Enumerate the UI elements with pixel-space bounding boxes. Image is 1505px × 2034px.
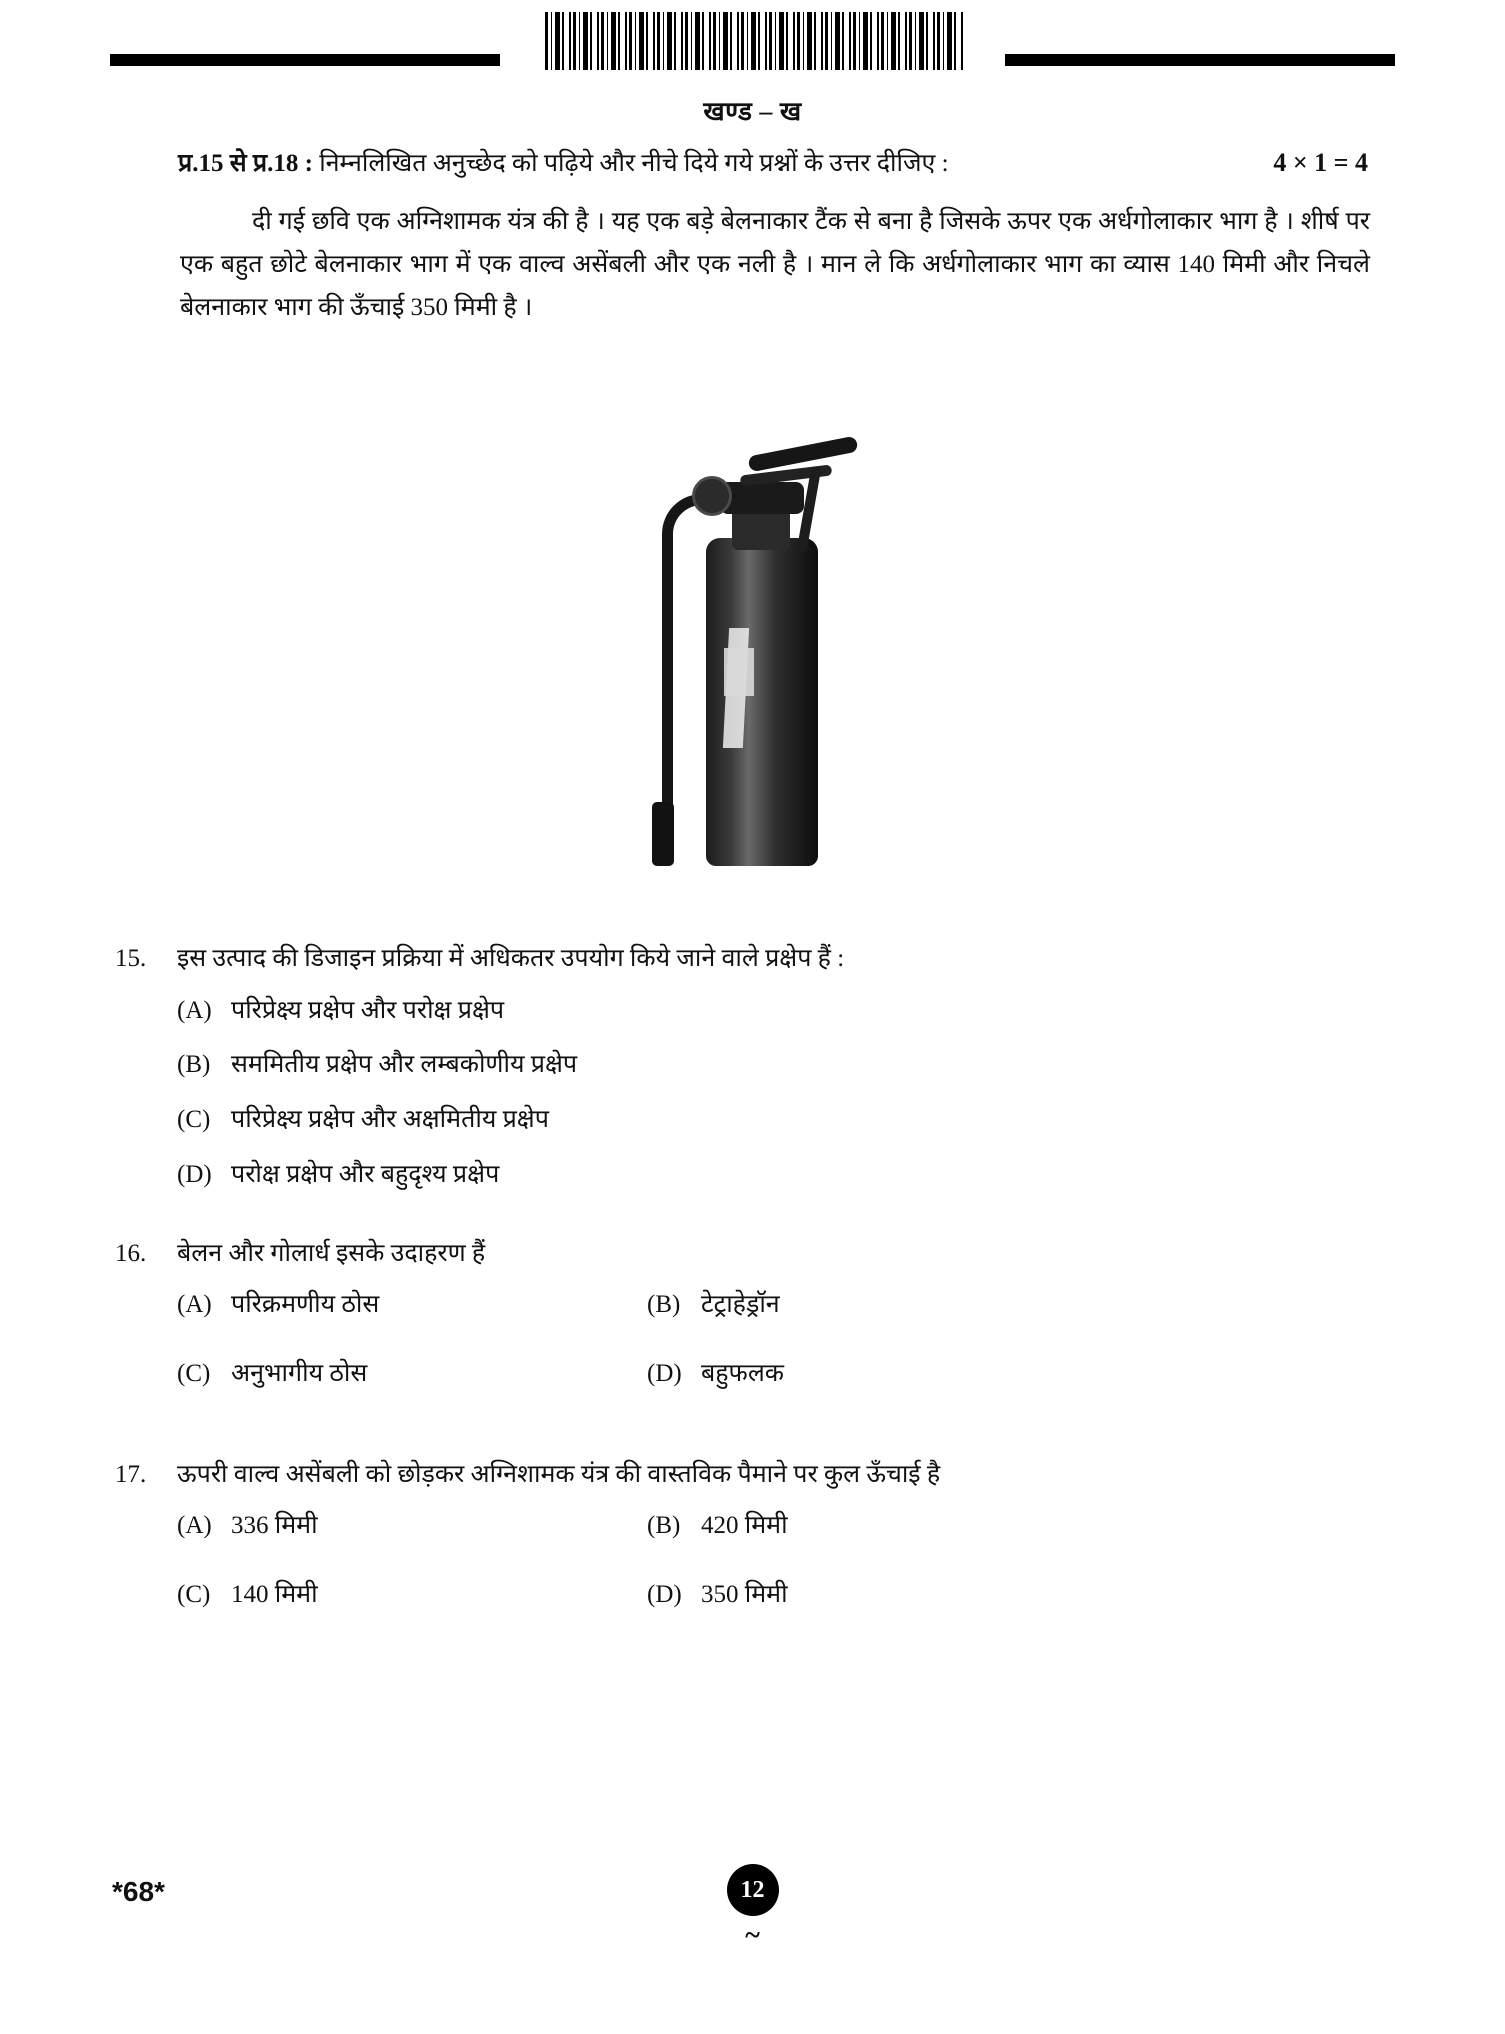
option-item[interactable]: [177, 1576, 647, 1615]
option-label: सममितीय प्रक्षेप और लम्बकोणीय प्रक्षेप: [231, 1051, 578, 1079]
option-label: 420 मिमी: [701, 1512, 788, 1539]
question-17-head: [115, 1456, 1395, 1494]
option-key: (B): [647, 1512, 681, 1539]
instruction-body: निम्नलिखित अनुच्छेद को पढ़िये और नीचे दिये गये प्रश्नों के उत्तर दीजिए :: [312, 150, 949, 177]
questions-list: [115, 940, 1395, 1657]
option-key: (D): [177, 1160, 212, 1188]
header-rule-left: [110, 54, 500, 66]
pressure-gauge-icon: [692, 476, 732, 516]
option-key: (C): [177, 1580, 211, 1608]
option-item[interactable]: [647, 1286, 1395, 1325]
footer-mark: ~: [745, 1920, 760, 1951]
valve-assembly: [720, 482, 804, 514]
option-item[interactable]: [177, 1507, 647, 1546]
page-number-badge: 12: [727, 1864, 779, 1916]
option-item[interactable]: [177, 992, 1395, 1031]
question-15-options: [177, 992, 1395, 1195]
option-key: (C): [177, 1359, 211, 1387]
header-rule-right: [1005, 54, 1395, 66]
option-item[interactable]: [647, 1355, 1395, 1394]
option-key: (D): [647, 1359, 682, 1387]
option-label: परिक्रमणीय ठोस: [231, 1291, 380, 1318]
question-17-number: 17.: [115, 1460, 147, 1488]
instruction-prefix: प्र.15 से प्र.18 :: [178, 150, 313, 177]
question-17-options: [177, 1507, 1395, 1631]
option-label: 140 मिमी: [231, 1580, 318, 1608]
figure-container: [0, 420, 1505, 900]
option-key: (A): [177, 996, 212, 1024]
option-item[interactable]: [647, 1507, 1395, 1546]
option-key: (A): [177, 1512, 212, 1539]
option-label: अनुभागीय ठोस: [231, 1359, 368, 1387]
question-16-number: 16.: [115, 1239, 147, 1267]
option-label: टेट्राहेड्रॉन: [701, 1291, 780, 1318]
option-label: बहुफलक: [701, 1359, 784, 1387]
option-item[interactable]: [177, 1355, 647, 1394]
option-item[interactable]: [177, 1046, 1395, 1085]
option-key: (B): [177, 1051, 211, 1079]
question-15-head: [115, 940, 1395, 978]
instruction-row: [178, 145, 1368, 179]
question-16: [115, 1235, 1395, 1410]
option-key: (A): [177, 1291, 212, 1318]
option-item[interactable]: [177, 1156, 1395, 1195]
marks-label: 4 × 1 = 4: [1273, 148, 1368, 177]
cylinder-body: [706, 538, 818, 866]
question-17-text: ऊपरी वाल्व असेंबली को छोड़कर अग्निशामक यंत्र की वास्तविक पैमाने पर कुल ऊँचाई है: [177, 1460, 941, 1488]
passage-text: दी गई छवि एक अग्निशामक यंत्र की है । यह एक बड़े बेलनाकार टैंक से बना है जिसके ऊपर एक अर्धगोलाकार भाग है । शीर्ष पर एक बहुत छोटे बेलनाकार भाग में एक वाल्व असेंबली और एक नली है । मान ले कि अर्धगोलाकार भाग का व्यास 140 मिमी और निचले बेलनाकार भाग की ऊँचाई 350 मिमी है ।: [180, 208, 1370, 321]
question-15-text: इस उत्पाद की डिजाइन प्रक्रिया में अधिकतर उपयोग किये जाने वाले प्रक्षेप हैं :: [177, 945, 845, 972]
option-key: (D): [647, 1580, 682, 1608]
barcode-header: [0, 8, 1505, 78]
option-label: परोक्ष प्रक्षेप और बहुदृश्य प्रक्षेप: [231, 1160, 500, 1188]
nozzle-icon: [652, 802, 674, 866]
option-label: 336 मिमी: [231, 1512, 318, 1539]
option-label: परिप्रेक्ष्य प्रक्षेप और परोक्ष प्रक्षेप: [231, 996, 505, 1024]
instruction-text: [178, 145, 949, 179]
option-key: (C): [177, 1106, 211, 1133]
question-15-number: 15.: [115, 945, 147, 972]
barcode-icon: [545, 12, 965, 70]
paper-code: *68*: [112, 1876, 165, 1907]
question-15: [115, 940, 1395, 1195]
option-item[interactable]: [177, 1101, 1395, 1140]
section-title: खण्ड – ख: [703, 97, 802, 126]
question-16-head: [115, 1235, 1395, 1273]
option-item[interactable]: [647, 1576, 1395, 1615]
fire-extinguisher-image: [628, 420, 878, 890]
option-key: (B): [647, 1291, 681, 1318]
question-16-options: [177, 1286, 1395, 1410]
question-17: [115, 1456, 1395, 1631]
body-label-patch: [724, 648, 754, 696]
option-item[interactable]: [177, 1286, 647, 1325]
question-16-text: बेलन और गोलार्ध इसके उदाहरण हैं: [177, 1239, 486, 1267]
option-label: 350 मिमी: [701, 1580, 788, 1608]
option-label: परिप्रेक्ष्य प्रक्षेप और अक्षमितीय प्रक्षेप: [231, 1106, 549, 1133]
